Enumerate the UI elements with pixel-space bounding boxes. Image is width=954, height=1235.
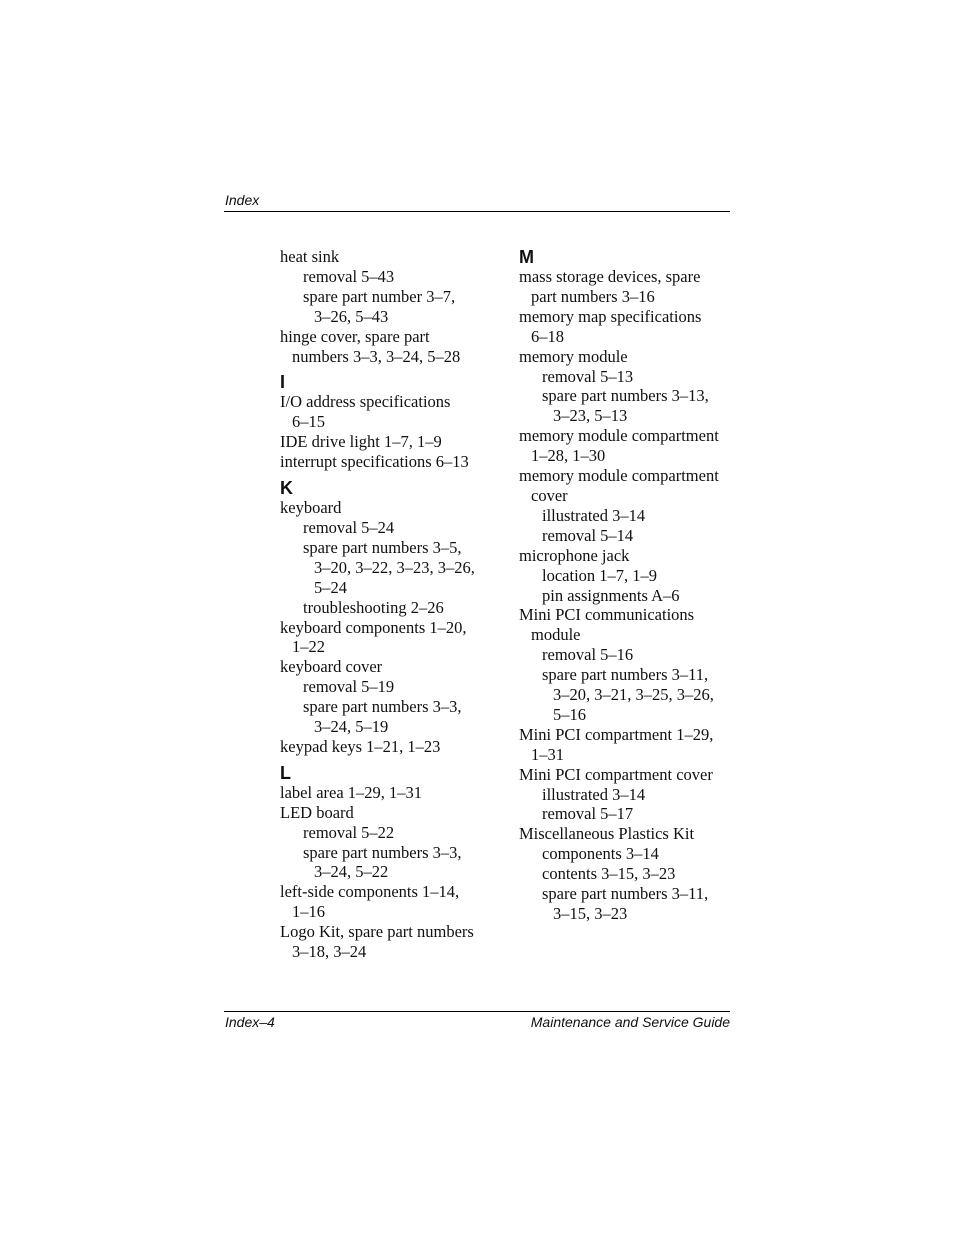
index-subentry: spare part numbers 3–11, xyxy=(542,884,709,904)
index-subentry: removal 5–16 xyxy=(542,645,634,665)
index-continuation: 3–15, 3–23 xyxy=(553,904,628,923)
index-entry: keyboard cover xyxy=(280,657,383,677)
index-subentry: spare part numbers 3–11, xyxy=(542,665,709,685)
header-rule xyxy=(224,211,730,212)
index-continuation: 1–28, 1–30 xyxy=(531,446,606,466)
section-letter-m: M xyxy=(519,247,534,267)
index-subentry: spare part numbers 3–3, xyxy=(303,697,462,717)
index-subentry: illustrated 3–14 xyxy=(542,784,646,804)
page-number: Index–4 xyxy=(225,1014,275,1030)
index-continuation: module xyxy=(531,625,581,645)
index-entry: I/O address specifications xyxy=(280,392,451,412)
index-entry: memory map specifications xyxy=(519,306,702,326)
index-entry: hinge cover, spare part xyxy=(280,326,430,346)
index-subentry: removal 5–19 xyxy=(303,677,395,697)
index-continuation: 3–24, 5–19 xyxy=(314,717,389,737)
index-subentry: removal 5–13 xyxy=(542,366,634,386)
index-continuation: 6–18 xyxy=(531,326,564,346)
index-subentry: spare part numbers 3–3, xyxy=(303,842,462,862)
footer-rule xyxy=(224,1011,730,1012)
section-letter-k: K xyxy=(280,478,293,499)
index-entry: heat sink xyxy=(280,247,340,266)
index-continuation: part numbers 3–16 xyxy=(531,286,655,306)
index-subentry: removal 5–22 xyxy=(303,822,395,842)
section-letter-l: L xyxy=(280,762,291,783)
section-letter-i: I xyxy=(280,372,286,393)
index-entry: mass storage devices, spare xyxy=(519,267,701,286)
index-subentry: spare part number 3–7, xyxy=(303,286,456,306)
index-subentry: removal 5–24 xyxy=(303,517,395,537)
index-continuation: 3–23, 5–13 xyxy=(553,406,628,426)
index-entry: memory module xyxy=(519,346,628,366)
index-subentry: contents 3–15, 3–23 xyxy=(542,864,676,884)
index-subentry: spare part numbers 3–13, xyxy=(542,386,709,406)
index-entry: interrupt specifications 6–13 xyxy=(280,452,469,472)
index-subentry: spare part numbers 3–5, xyxy=(303,537,462,557)
index-subentry: removal 5–14 xyxy=(542,525,634,545)
index-continuation: 1–22 xyxy=(292,637,325,657)
index-subentry: pin assignments A–6 xyxy=(542,585,680,605)
index-continuation: 3–20, 3–21, 3–25, 3–26, xyxy=(553,685,714,705)
index-column-right xyxy=(519,247,739,924)
index-continuation: 3–20, 3–22, 3–23, 3–26, xyxy=(314,557,475,577)
index-entry: label area 1–29, 1–31 xyxy=(280,782,423,802)
index-entry: keyboard xyxy=(280,498,342,518)
index-continuation: 5–16 xyxy=(553,704,586,724)
index-subentry: removal 5–17 xyxy=(542,804,634,824)
index-continuation: 5–24 xyxy=(314,577,347,597)
index-entry: memory module compartment xyxy=(519,466,719,486)
index-entry: memory module compartment xyxy=(519,426,719,446)
index-continuation: 1–31 xyxy=(531,744,564,764)
index-entry: left-side components 1–14, xyxy=(280,882,460,902)
index-subentry: removal 5–43 xyxy=(303,266,395,286)
index-subentry: illustrated 3–14 xyxy=(542,505,646,525)
index-entry: microphone jack xyxy=(519,545,630,565)
index-entry: Mini PCI compartment cover xyxy=(519,764,713,784)
index-entry: IDE drive light 1–7, 1–9 xyxy=(280,432,442,452)
index-continuation: cover xyxy=(531,485,568,505)
index-entry: keypad keys 1–21, 1–23 xyxy=(280,736,441,756)
index-continuation: 1–16 xyxy=(292,902,325,922)
index-entry: Mini PCI communications xyxy=(519,605,695,625)
index-continuation: 6–15 xyxy=(292,412,325,432)
index-continuation: 3–18, 3–24 xyxy=(292,942,367,962)
index-entry: Miscellaneous Plastics Kit xyxy=(519,824,695,844)
index-subentry: components 3–14 xyxy=(542,844,659,864)
index-entry: Mini PCI compartment 1–29, xyxy=(519,724,714,744)
index-continuation: numbers 3–3, 3–24, 5–28 xyxy=(292,346,461,366)
index-entry: Logo Kit, spare part numbers xyxy=(280,922,474,942)
index-subentry: troubleshooting 2–26 xyxy=(303,597,444,617)
index-entry: keyboard components 1–20, xyxy=(280,617,467,637)
index-continuation: 3–26, 5–43 xyxy=(314,306,389,326)
index-subentry: location 1–7, 1–9 xyxy=(542,565,658,585)
index-continuation: 3–24, 5–22 xyxy=(314,862,389,882)
index-entry: LED board xyxy=(280,802,354,822)
running-header: Index xyxy=(225,192,260,208)
index-column-left xyxy=(280,247,502,962)
book-title: Maintenance and Service Guide xyxy=(530,1014,730,1030)
